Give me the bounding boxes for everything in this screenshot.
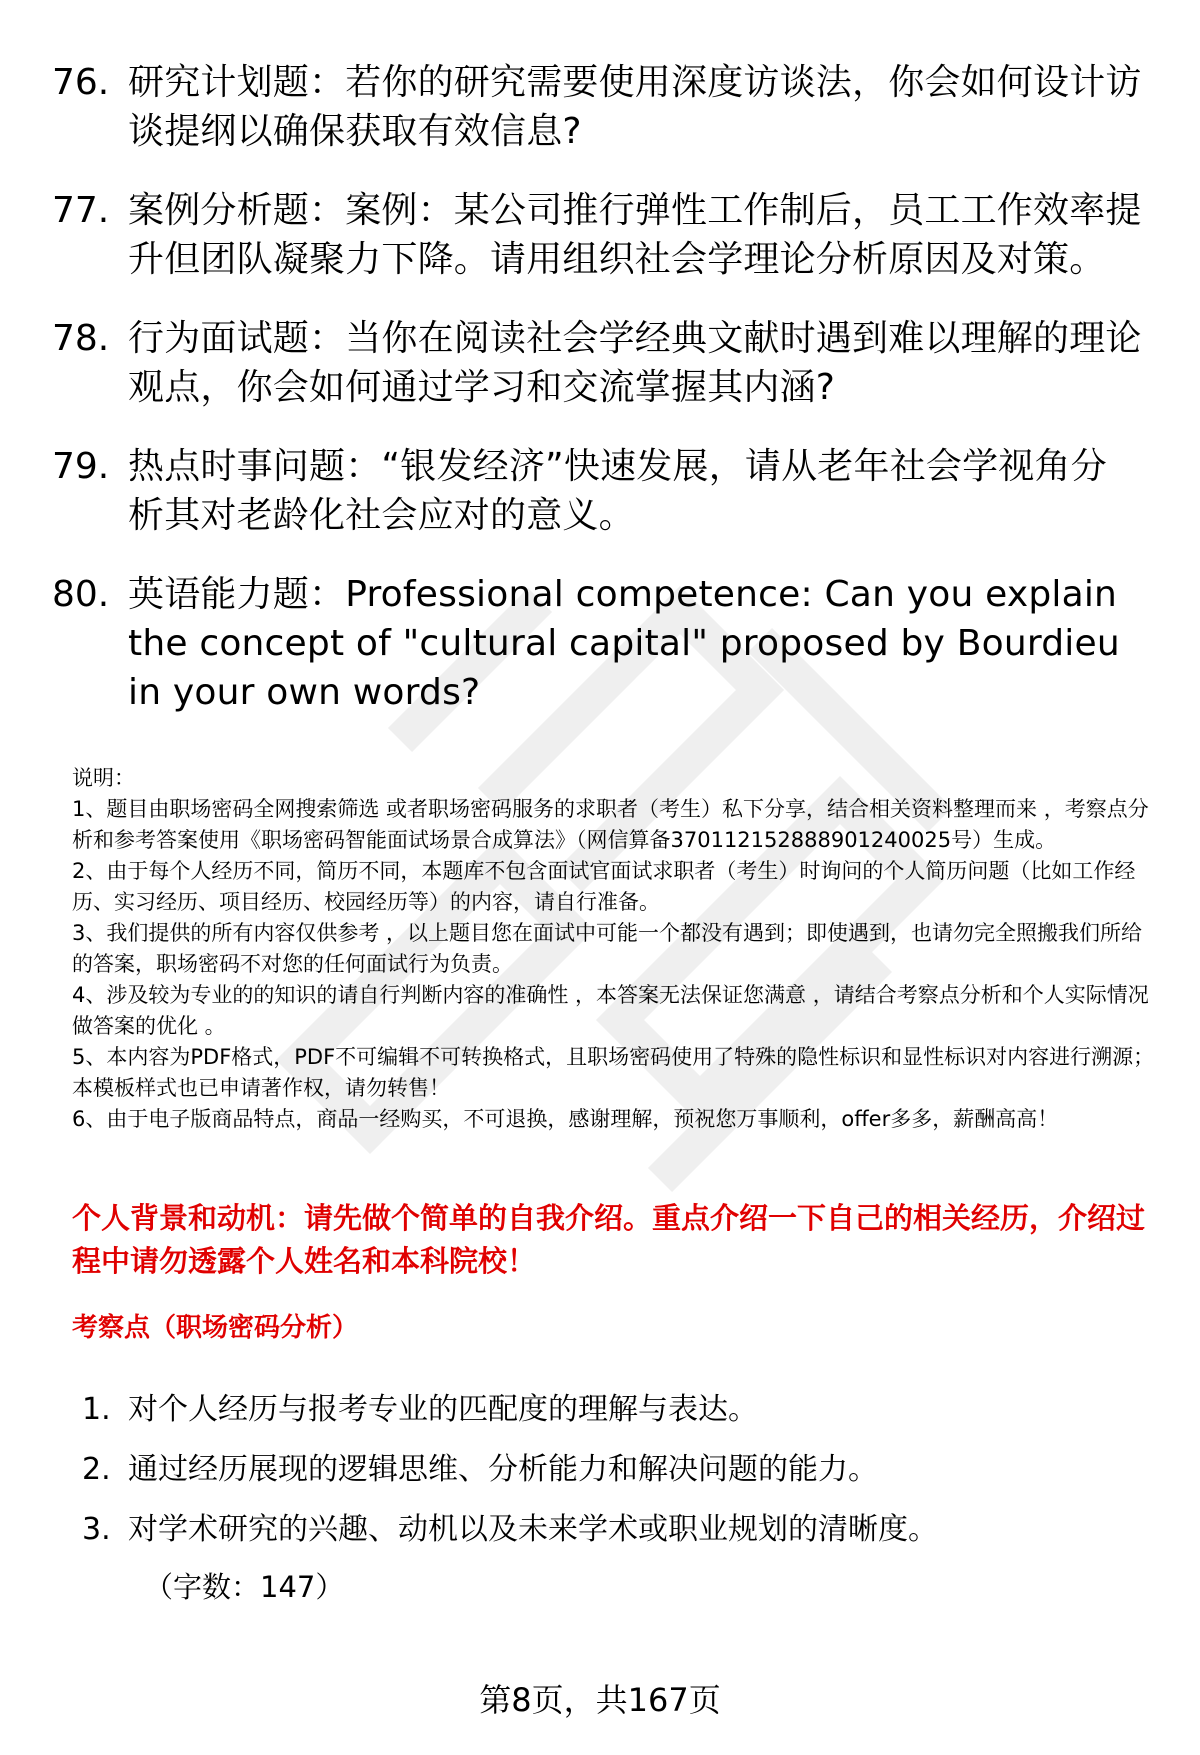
question-number: 80. bbox=[52, 574, 110, 615]
key-point-item bbox=[82, 1448, 1142, 1508]
question-list bbox=[52, 58, 1142, 747]
question-item bbox=[52, 570, 1142, 717]
notes-title: 说明： bbox=[72, 766, 135, 790]
question-number: 76. bbox=[52, 62, 110, 103]
question-text: 英语能力题：Professional competence: Can you explain the concept of "cultural capital" proposed by Bourdieu in your own words? bbox=[128, 574, 1120, 713]
question-text: 案例分析题：案例：某公司推行弹性工作制后，员工工作效率提升但团队凝聚力下降。请用组织社会学理论分析原因及对策。 bbox=[128, 190, 1142, 280]
key-points-title: 考察点（职场密码分析） bbox=[72, 1313, 359, 1343]
question-item bbox=[52, 442, 1142, 540]
question-number: 78. bbox=[52, 318, 110, 359]
page-footer: 第8页，共167页 bbox=[479, 1681, 721, 1719]
note-item: 6、由于电子版商品特点，商品一经购买，不可退换，感谢理解，预祝您万事顺利，offer多多，薪酬高高！ bbox=[72, 1107, 1059, 1131]
question-number: 79. bbox=[52, 446, 110, 487]
background-question: 个人背景和动机：请先做个简单的自我介绍。重点介绍一下自己的相关经历，介绍过程中请勿透露个人姓名和本科院校！ bbox=[72, 1201, 1146, 1278]
key-point-number: 3. bbox=[82, 1512, 111, 1547]
question-item bbox=[52, 186, 1142, 284]
question-item bbox=[52, 314, 1142, 412]
note-item: 5、本内容为PDF格式，PDF不可编辑不可转换格式，且职场密码使用了特殊的隐性标识和显性标识对内容进行溯源；本模板样式也已申请著作权，请勿转售！ bbox=[72, 1045, 1155, 1100]
key-point-text: 对学术研究的兴趣、动机以及未来学术或职业规划的清晰度。 bbox=[128, 1512, 938, 1547]
key-point-text: 对个人经历与报考专业的匹配度的理解与表达。 bbox=[128, 1392, 758, 1427]
notes-section bbox=[72, 763, 1162, 1135]
key-point-item bbox=[82, 1508, 1142, 1568]
note-item: 3、我们提供的所有内容仅供参考 ，以上题目您在面试中可能一个都没有遇到；即使遇到，也请勿完全照搬我们所给的答案，职场密码不对您的任何面试行为负责。 bbox=[72, 921, 1143, 976]
question-text: 热点时事问题：“银发经济”快速发展，请从老年社会学视角分析其对老龄化社会应对的意义。 bbox=[128, 446, 1107, 536]
note-item: 2、由于每个人经历不同，简历不同，本题库不包含面试官面试求职者（考生）时询问的个人简历问题（比如工作经历、实习经历、项目经历、校园经历等）的内容，请自行准备。 bbox=[72, 859, 1136, 914]
question-item bbox=[52, 58, 1142, 156]
key-point-number: 2. bbox=[82, 1452, 111, 1487]
question-text: 行为面试题：当你在阅读社会学经典文献时遇到难以理解的理论观点，你会如何通过学习和交流掌握其内涵? bbox=[128, 318, 1142, 408]
key-point-number: 1. bbox=[82, 1392, 111, 1427]
key-point-item bbox=[82, 1388, 1142, 1448]
question-text: 研究计划题：若你的研究需要使用深度访谈法，你会如何设计访谈提纲以确保获取有效信息? bbox=[128, 62, 1142, 152]
key-point-text: 通过经历展现的逻辑思维、分析能力和解决问题的能力。 bbox=[128, 1452, 878, 1487]
note-item: 1、题目由职场密码全网搜索筛选 或者职场密码服务的求职者（考生）私下分享，结合相关资料整理而来 ，考察点分析和参考答案使用《职场密码智能面试场景合成算法》（网信算备370112152888901240025号）生成。 bbox=[72, 797, 1149, 852]
question-number: 77. bbox=[52, 190, 110, 231]
word-count: （字数：147） bbox=[144, 1570, 345, 1604]
key-points-list bbox=[82, 1388, 1142, 1568]
note-item: 4、涉及较为专业的的知识的请自行判断内容的准确性 ，本答案无法保证您满意 ，请结合考察点分析和个人实际情况做答案的优化 。 bbox=[72, 983, 1149, 1038]
